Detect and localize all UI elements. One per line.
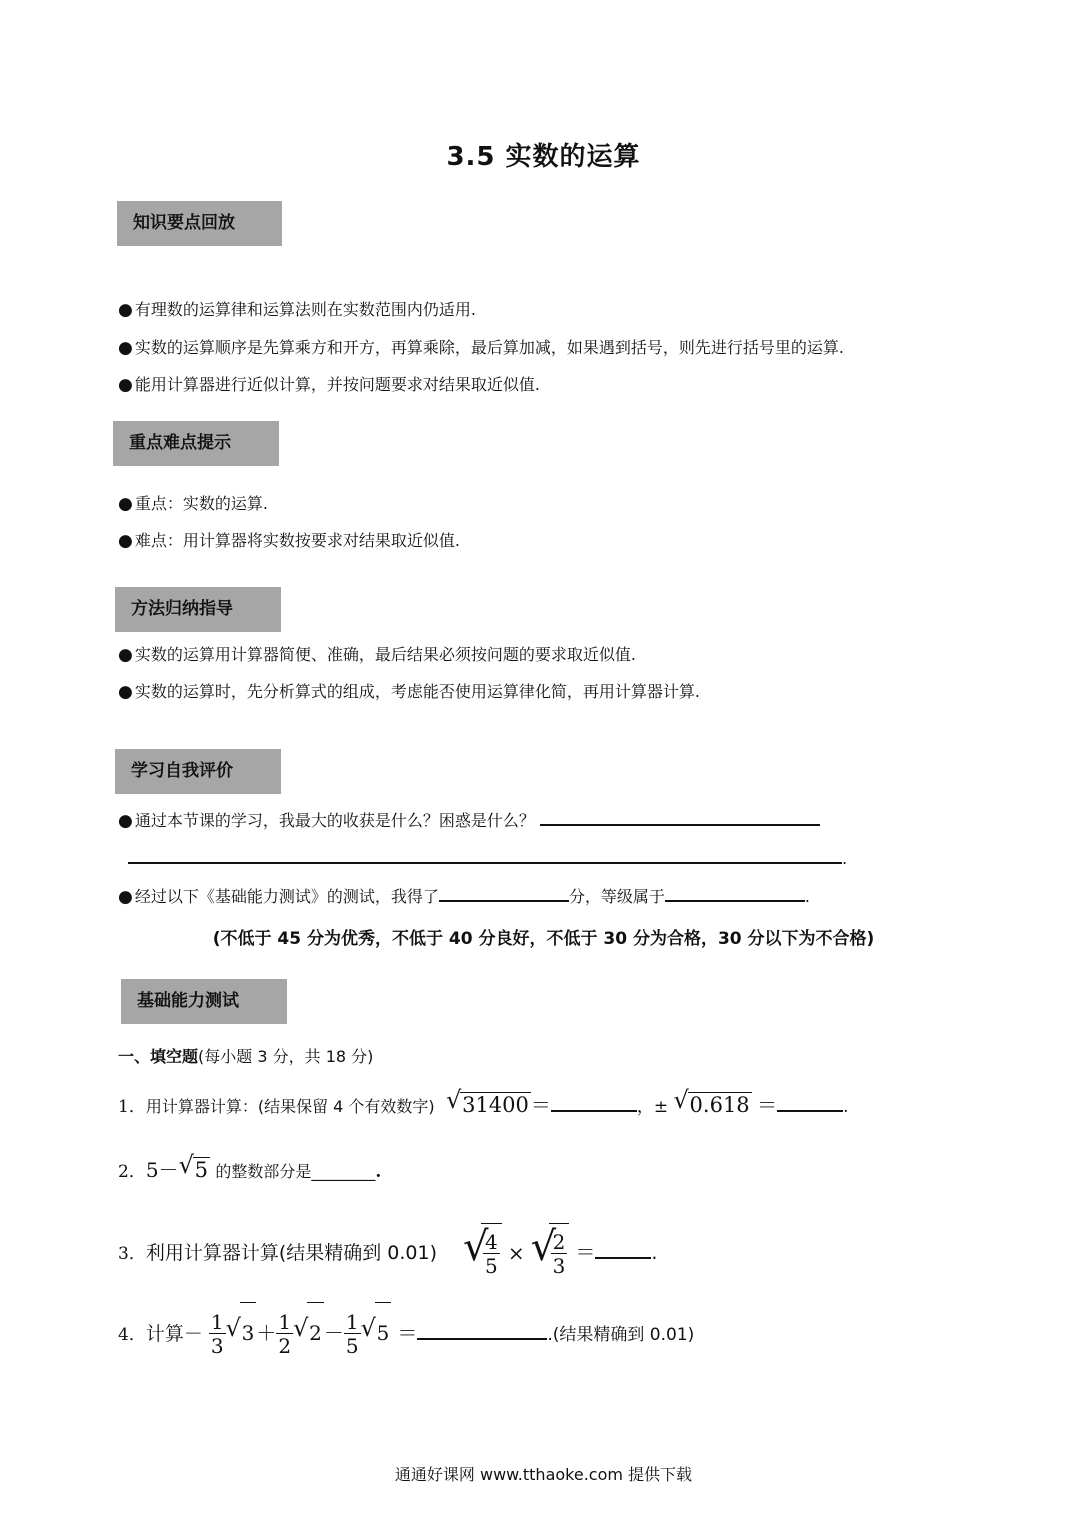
answer-blank[interactable] [777,1094,843,1112]
sqrt-expression: √ 5 [178,1151,208,1182]
review-item: ● 有理数的运算律和运算法则在实数范围内仍适用. [118,300,476,320]
self-eval-q2: ● 经过以下《基础能力测试》的测试，我得了 分，等级属于 . [118,884,810,909]
question-3: 3．利用计算器计算(结果精确到 0.01) √ $\frac{4}{5}$ × √ $\frac{2}{3}$ ＝ . [118,1222,657,1282]
question-1: 1．用计算器计算：(结果保留 4 个有效数字) √ 31400 ＝ ，± √ 0.618 ＝ . [118,1086,849,1117]
answer-blank[interactable] [540,808,820,826]
page-title: 3.5 实数的运算 [446,142,641,172]
sqrt-expression: √ 5 [361,1302,392,1363]
answer-blank[interactable] [551,1094,637,1112]
review-item: ● 能用计算器进行近似计算，并按问题要求对结果取近似值. [118,375,540,395]
part1-heading: 一、填空题(每小题 3 分，共 18 分) [118,1047,374,1066]
sqrt-expression: √ 0.618 [673,1086,750,1117]
footer: 通通好课网 www.tthaoke.com 提供下载 [394,1465,693,1484]
review-item: ● 实数的运算顺序是先算乘方和开方，再算乘除，最后算加减，如果遇到括号，则先进行括号里的运算. [118,338,844,358]
section-header-basic-test: 基础能力测试 [121,979,287,1024]
question-4: 4．计算－ $\frac{1}{3}$ √ 3 ＋ $\frac{1}{2}$ √ 2 － $\frac{1}{5}$ √ 5 ＝ .(结果精确到 0.01) [118,1302,694,1362]
section-header-review: 知识要点回放 [117,201,282,246]
key-item: ● 难点：用计算器将实数按要求对结果取近似值. [118,531,460,551]
section-header-key-points: 重点难点提示 [113,421,279,466]
score-blank[interactable] [439,884,569,902]
sqrt-expression: √ 3 [226,1302,257,1363]
answer-blank[interactable] [128,846,842,864]
method-item: ● 实数的运算时，先分析算式的组成，考虑能否使用运算律化简，再用计算器计算. [118,682,700,702]
self-eval-q1-continued: . [128,846,847,871]
answer-blank[interactable] [417,1322,547,1340]
key-item: ● 重点：实数的运算. [118,494,268,514]
section-header-self-eval: 学习自我评价 [115,749,281,794]
method-item: ● 实数的运算用计算器简便、准确，最后结果必须按问题的要求取近似值. [118,645,636,665]
grade-blank[interactable] [665,884,805,902]
self-eval-q1: ● 通过本节课的学习，我最大的收获是什么？困惑是什么？ [118,808,820,833]
answer-blank[interactable] [595,1241,651,1259]
sqrt-expression: √ 2 [293,1302,324,1363]
grading-note: (不低于 45 分为优秀，不低于 40 分良好，不低于 30 分为合格，30 分以下为不合格) [212,929,875,949]
sqrt-expression: √ 31400 [446,1086,529,1117]
fraction-product: √ $\frac{4}{5}$ × √ $\frac{2}{3}$ [463,1223,569,1284]
section-header-method: 方法归纳指导 [115,587,281,632]
question-2: 2．5－ √ 5 的整数部分是________. [118,1151,382,1182]
